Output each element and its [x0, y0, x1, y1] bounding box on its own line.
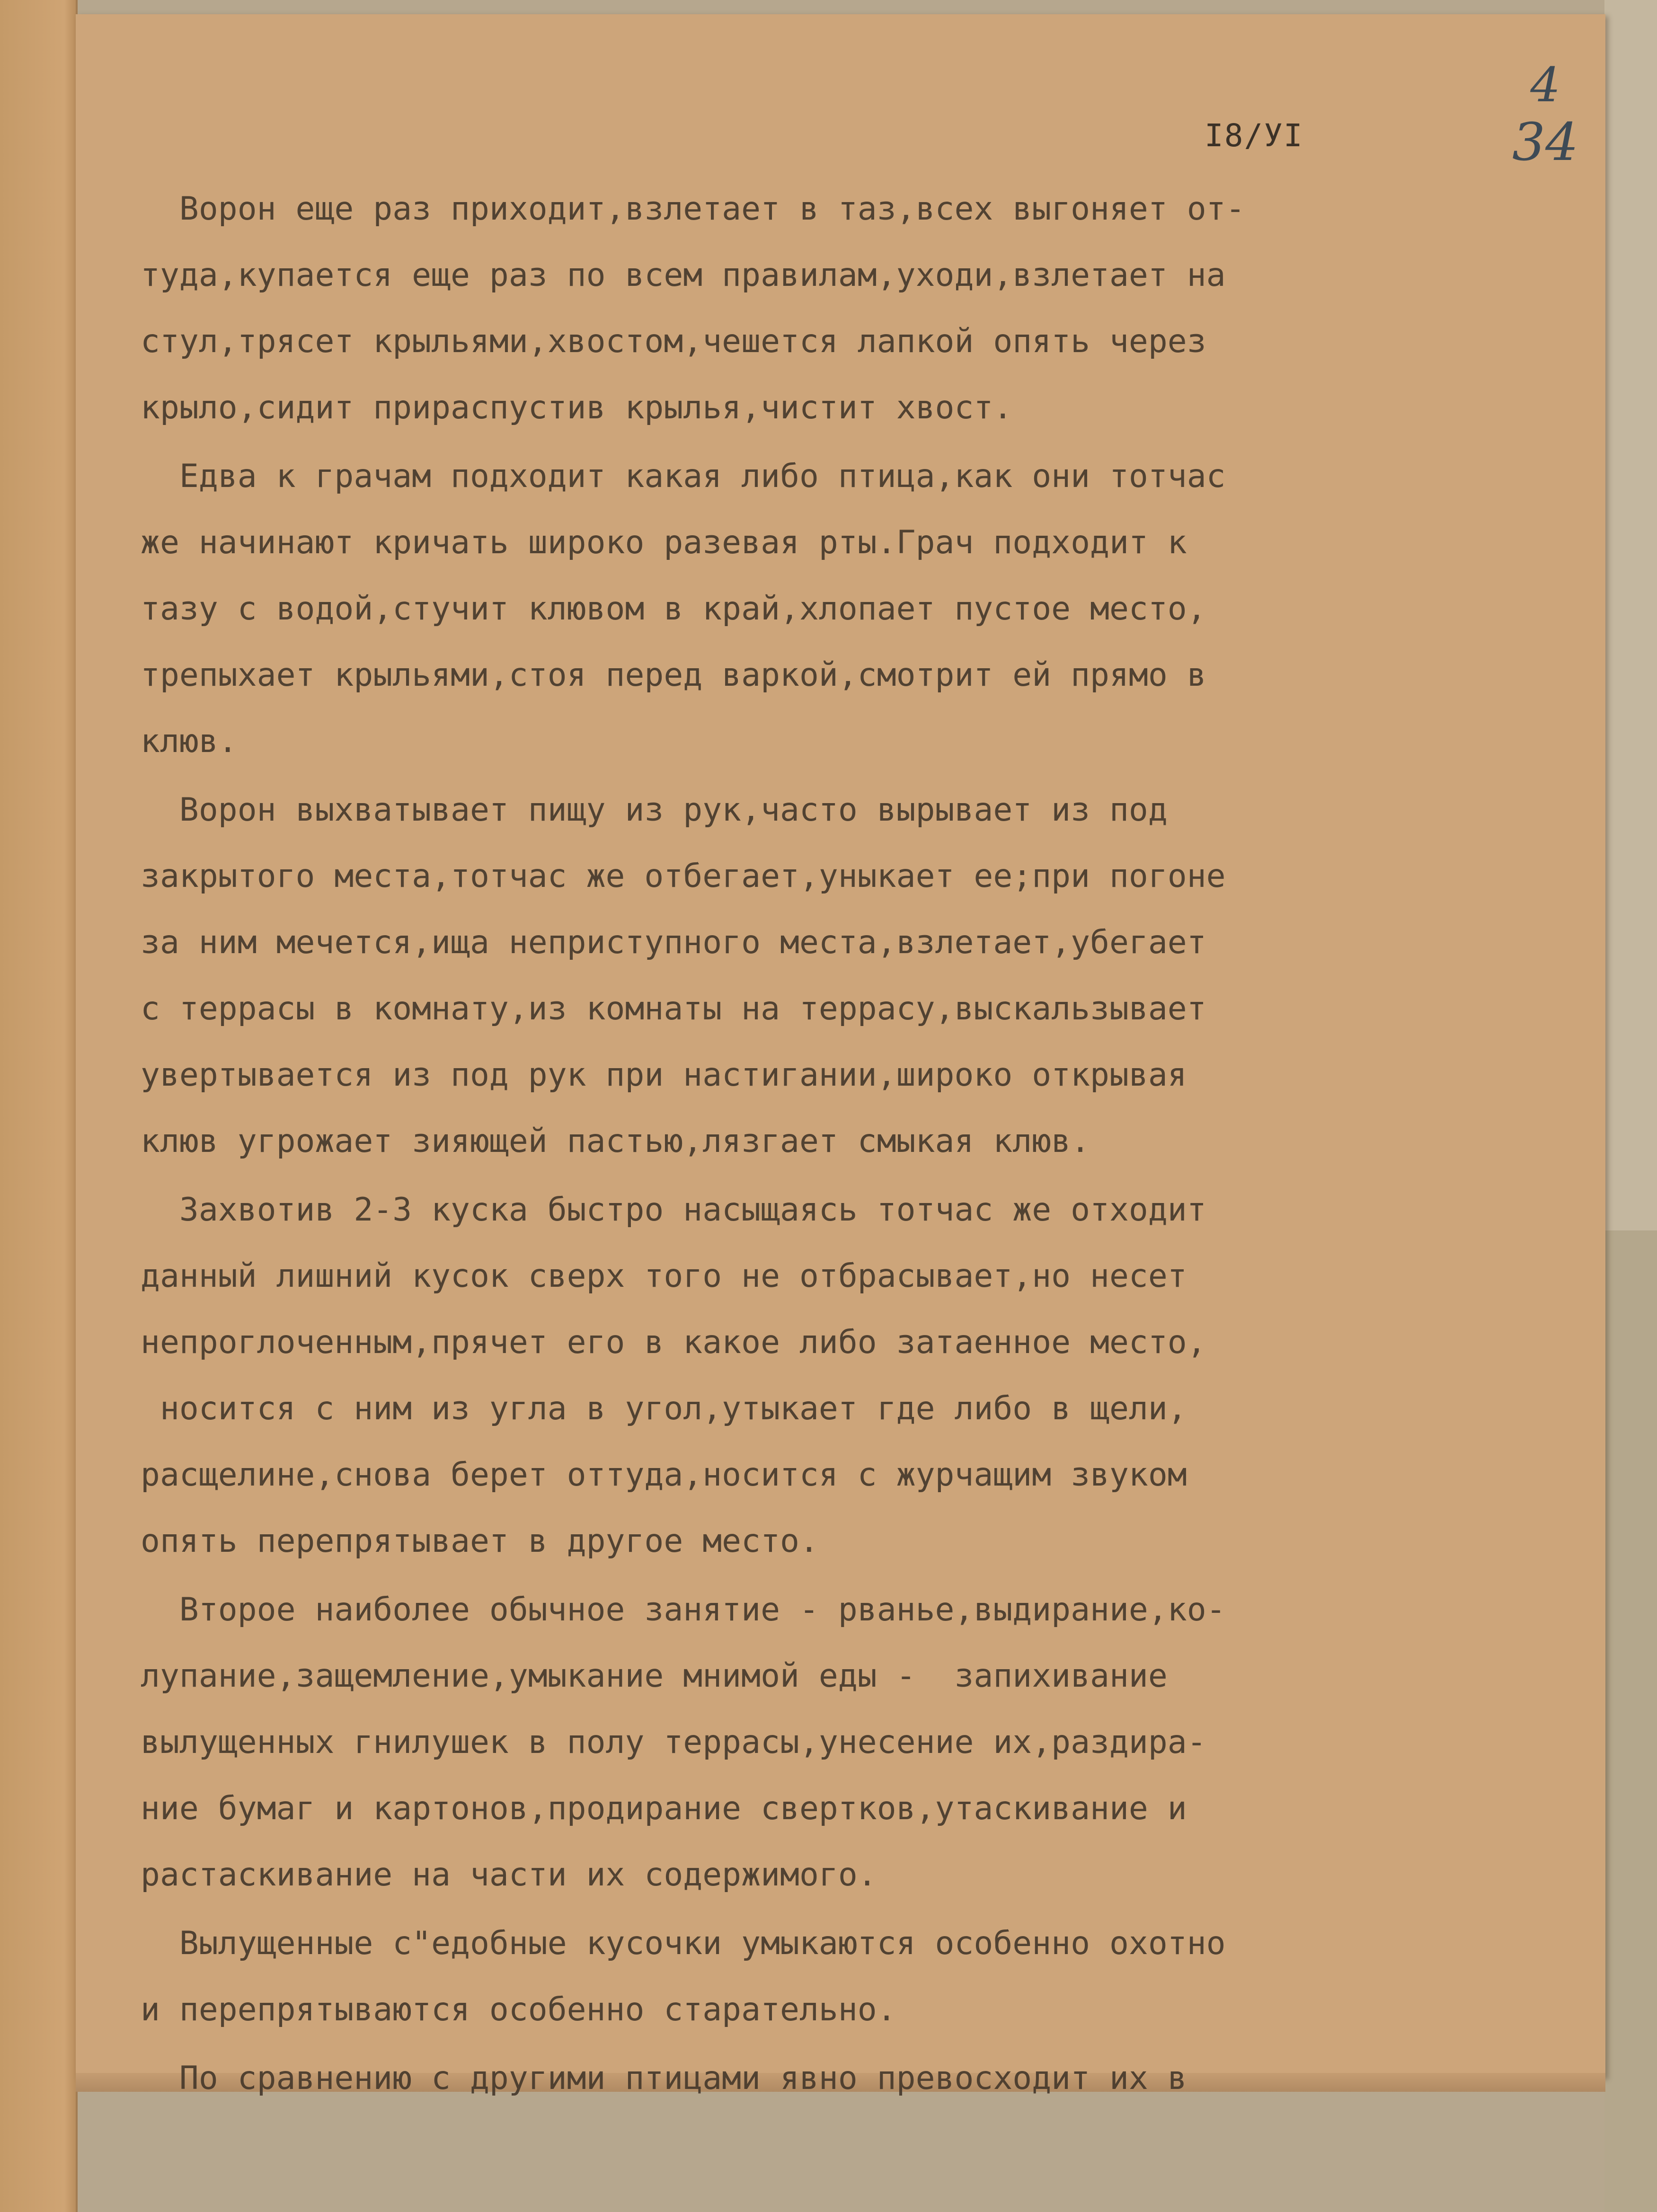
text-line: с террасы в комнату,из комнаты на террасу,выскальзывает — [141, 990, 1206, 1027]
background-sheet-lower — [1604, 1230, 1657, 2212]
text-line: крыло,сидит прираспустив крылья,чистит хвост. — [141, 389, 1013, 426]
text-line: Захвотив 2-3 куска быстро насыщаясь тотчас же отходит — [141, 1191, 1206, 1229]
text-line: Ворон выхватывает пищу из рук,часто вырывает из под — [141, 791, 1168, 829]
text-line: за ним мечется,ища неприступного места,взлетает,убегает — [141, 924, 1206, 961]
archive-folio-mark — [1503, 57, 1588, 170]
text-line: Второе наиболее обычное занятие - рванье,выдирание,ко- — [141, 1591, 1226, 1628]
text-line: же начинают кричать широко разевая рты.Грач подходит к — [141, 524, 1187, 561]
text-line: тазу с водой,стучит клювом в край,хлопает пустое место, — [141, 590, 1206, 628]
text-line: непроглоченным,прячет его в какое либо затаенное место, — [141, 1324, 1206, 1361]
paragraph — [141, 1911, 1352, 2043]
text-line: Едва к грачам подходит какая либо птица,как они тотчас — [141, 458, 1226, 495]
text-line: данный лишний кусок сверх того не отбрасывает,но несет — [141, 1257, 1187, 1295]
text-line: клюв. — [141, 723, 238, 760]
text-line: Ворон еще раз приходит,взлетает в таз,всех выгоняет от- — [141, 190, 1245, 228]
text-line: увертывается из под рук при настигании,широко открывая — [141, 1056, 1187, 1094]
text-line: вылущенных гнилушек в полу террасы,унесение их,раздира- — [141, 1724, 1206, 1761]
archive-mark-bottom: 34 — [1512, 112, 1578, 172]
text-line: ние бумаг и картонов,продирание свертков,утаскивание и — [141, 1790, 1187, 1827]
paragraph — [141, 1177, 1352, 1575]
text-line: носится с ним из угла в угол,утыкает где либо в щели, — [141, 1390, 1187, 1427]
text-line: Вылущенные с"едобные кусочки умыкаются особенно охотно — [141, 1925, 1226, 1962]
text-line: трепыхает крыльями,стоя перед варкой,смотрит ей прямо в — [141, 656, 1206, 694]
archive-mark-top: 4 — [1530, 57, 1560, 113]
text-line: закрытого места,тотчас же отбегает,уныкает ее;при погоне — [141, 858, 1226, 895]
text-line: туда,купается еще раз по всем правилам,уходи,взлетает на — [141, 257, 1226, 294]
paragraph — [141, 176, 1352, 441]
paragraph — [141, 777, 1352, 1175]
text-line: стул,трясет крыльями,хвостом,чешется лапкой опять через — [141, 323, 1206, 360]
text-line: лупание,защемление,умыкание мнимой еды - запихивание — [141, 1657, 1168, 1695]
paragraph — [141, 2045, 1352, 2112]
page-number: I8/УI — [1205, 117, 1303, 154]
text-line: опять перепрятывает в другое место. — [141, 1522, 819, 1560]
text-line: и перепрятываются особенно старательно. — [141, 1991, 896, 2028]
text-line: По сравнению с другими птицами явно превосходит их в — [141, 2060, 1187, 2097]
text-line: растаскивание на части их содержимого. — [141, 1856, 877, 1893]
typed-text-body — [141, 176, 1352, 2114]
text-line: расщелине,снова берет оттуда,носится с журчащим звуком — [141, 1456, 1187, 1494]
left-folder-sheet — [0, 0, 78, 2212]
text-line: клюв угрожает зияющей пастью,лязгает смыкая клюв. — [141, 1123, 1090, 1160]
paragraph — [141, 443, 1352, 775]
paragraph — [141, 1577, 1352, 1908]
